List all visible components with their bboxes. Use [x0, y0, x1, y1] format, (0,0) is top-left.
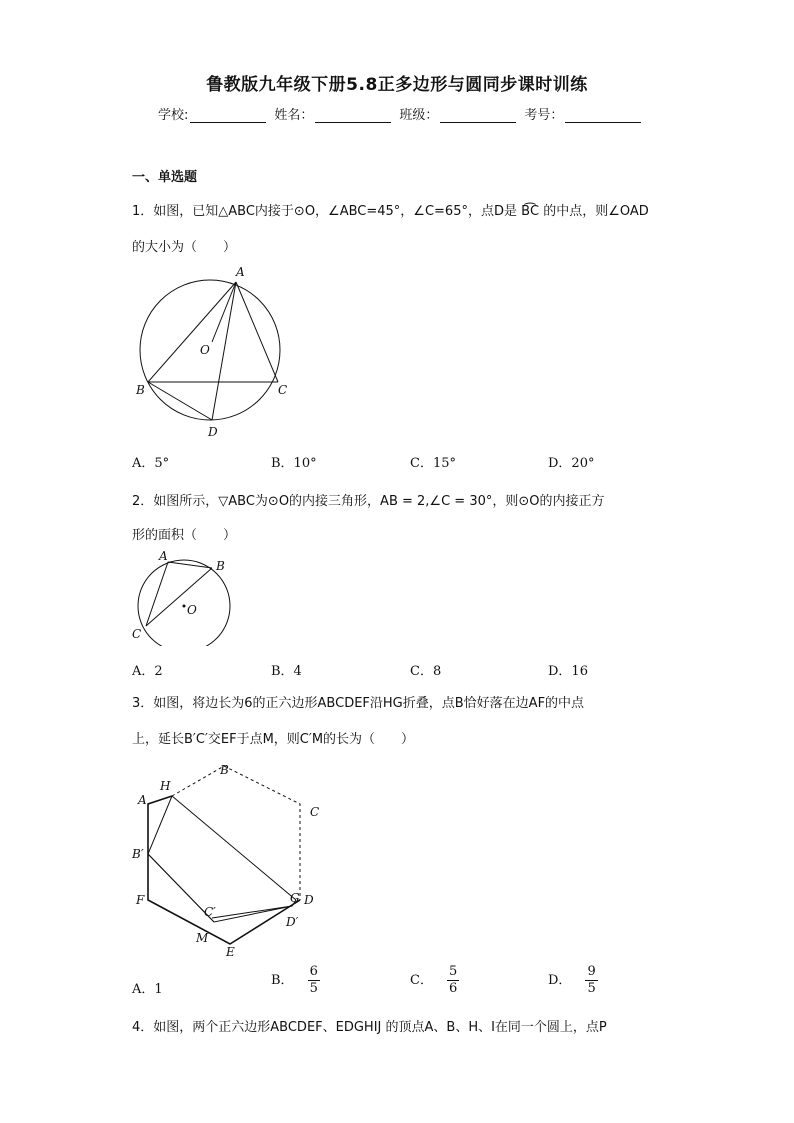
exam-number-field — [524, 104, 641, 123]
q1-label-b: B — [136, 383, 145, 397]
q2-label-a: A — [159, 549, 168, 563]
q1-segment-ao — [212, 282, 236, 342]
q2-option-d[interactable]: D．16 — [548, 664, 588, 679]
q3-label-f: F — [136, 893, 145, 907]
q3-label-e: E — [226, 945, 235, 959]
q1-segment-ab — [148, 282, 236, 382]
q3-label-h: H — [160, 779, 171, 793]
q1-option-b[interactable]: B．10° — [271, 456, 317, 471]
class-field — [399, 104, 516, 123]
q3-option-d-denominator: 5 — [587, 981, 596, 996]
q3-stem-line2: 上，延长B′C′交EF于点M，则C′M的长为（ ） — [132, 732, 415, 747]
q3-label-m: M — [196, 931, 209, 945]
school-field — [158, 104, 266, 123]
q1-label-c: C — [278, 383, 288, 397]
exam-number-label: 考号： — [524, 108, 564, 123]
q3-option-b-denominator: 5 — [309, 981, 318, 996]
q3-option-c[interactable] — [410, 964, 459, 997]
q1-option-d[interactable]: D．20° — [548, 456, 595, 471]
q1-option-a[interactable]: A．5° — [132, 456, 170, 471]
q3-fold-line-hg — [172, 796, 296, 900]
name-blank[interactable] — [315, 108, 391, 123]
q3-option-b[interactable] — [271, 964, 320, 997]
q1-label-a: A — [236, 265, 245, 279]
q1-figure — [128, 262, 308, 442]
q2-label-c: C — [132, 627, 142, 641]
q2-center-point — [183, 605, 186, 608]
section-title: 一、单选题 — [132, 170, 198, 185]
q1-segment-bd — [148, 382, 212, 420]
q2-label-o: O — [187, 603, 197, 617]
q3-original-edges — [172, 766, 300, 900]
exam-number-blank[interactable] — [565, 108, 641, 123]
q3-option-d[interactable] — [548, 964, 598, 997]
q2-stem-line1: 2．如图所示，▽ABC为⊙O的内接三角形，AB = 2,∠C = 30°，则⊙O的内接正方 — [132, 494, 605, 509]
q3-option-b-letter: B． — [271, 973, 294, 988]
q3-stem-line1: 3．如图，将边长为6的正六边形ABCDEF沿HG折叠，点B恰好落在边AF的中点 — [132, 696, 585, 711]
student-info-row — [158, 104, 649, 123]
school-label: 学校: — [158, 108, 189, 123]
q2-label-b: B — [216, 559, 225, 573]
class-label: 班级： — [399, 108, 439, 123]
q3-label-dprime: D′ — [286, 915, 299, 929]
q3-label-c: C — [310, 805, 320, 819]
page-title: 鲁教版九年级下册5.8正多边形与圆同步课时训练 — [206, 75, 588, 95]
q1-segment-ad — [212, 282, 236, 420]
q3-label-g: G — [290, 891, 300, 905]
q3-option-c-numerator: 5 — [448, 964, 458, 979]
q3-option-d-numerator: 9 — [587, 964, 596, 979]
q3-label-b: B — [220, 763, 229, 777]
q3-label-d: D — [304, 893, 314, 907]
q3-option-a[interactable]: A．1 — [132, 982, 163, 997]
q3-option-d-fraction — [585, 964, 597, 997]
q2-option-b[interactable]: B．4 — [271, 664, 302, 679]
q1-stem-line2: 的大小为（ ） — [132, 240, 237, 255]
q1-segment-ac — [236, 282, 278, 382]
q3-label-bprime: B′ — [132, 847, 144, 861]
q3-options — [132, 964, 692, 1008]
q1-label-o: O — [200, 343, 210, 357]
q3-label-cprime: C′ — [204, 905, 216, 919]
q2-stem-line2: 形的面积（ ） — [132, 528, 237, 543]
q3-option-c-fraction — [447, 964, 459, 997]
school-blank[interactable] — [190, 108, 266, 123]
q3-label-a: A — [138, 793, 147, 807]
q2-option-a[interactable]: A．2 — [132, 664, 163, 679]
q3-option-c-denominator: 6 — [448, 981, 458, 996]
q4-stem-line1: 4．如图，两个正六边形ABCDEF、EDGHIJ 的顶点A、B、H、I在同一个圆上，点P — [132, 1020, 607, 1035]
class-blank[interactable] — [440, 108, 516, 123]
q1-stem-line1: 1．如图，已知△ABC内接于⊙O，∠ABC=45°，∠C=65°，点D是 B͡C 的中点，则∠OAD — [132, 204, 649, 219]
q1-label-d: D — [208, 425, 218, 439]
q3-hexagon-edges — [148, 796, 300, 944]
q3-option-c-letter: C． — [410, 973, 433, 988]
q2-figure — [128, 548, 238, 646]
q1-option-c[interactable]: C．15° — [410, 456, 456, 471]
q1-circle — [140, 280, 280, 420]
q3-option-d-letter: D． — [548, 973, 572, 988]
q2-option-c[interactable]: C．8 — [410, 664, 442, 679]
q3-folded-edges — [148, 796, 296, 922]
q3-figure — [128, 756, 338, 962]
name-field — [274, 104, 391, 123]
q3-option-b-numerator: 6 — [309, 964, 318, 979]
name-label: 姓名： — [274, 108, 314, 123]
q3-option-b-fraction — [308, 964, 320, 997]
